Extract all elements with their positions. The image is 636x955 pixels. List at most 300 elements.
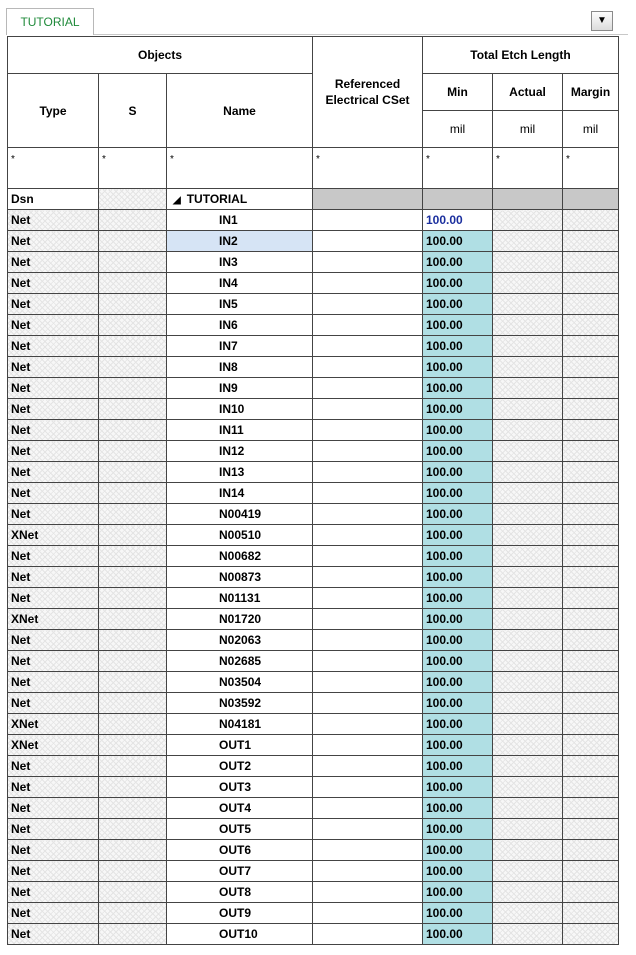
referenced-cell — [313, 189, 423, 210]
margin-cell — [563, 252, 619, 273]
name-header[interactable]: Name — [167, 74, 313, 148]
actual-unit: mil — [493, 111, 563, 148]
table-row[interactable] — [8, 315, 619, 336]
referenced-cell[interactable] — [313, 273, 423, 294]
margin-cell — [563, 420, 619, 441]
actual-cell — [493, 861, 563, 882]
chevron-down-icon[interactable]: ▼ — [591, 11, 613, 31]
name-cell[interactable]: OUT3 — [167, 777, 313, 798]
margin-cell — [563, 483, 619, 504]
s-cell — [99, 903, 167, 924]
name-cell[interactable]: IN13 — [167, 462, 313, 483]
name-cell[interactable]: OUT6 — [167, 840, 313, 861]
referenced-cell[interactable] — [313, 756, 423, 777]
type-cell: Net — [8, 336, 99, 357]
type-cell: Net — [8, 819, 99, 840]
min-cell[interactable]: 100.00 — [423, 441, 493, 462]
actual-cell — [493, 798, 563, 819]
s-cell — [99, 294, 167, 315]
margin-cell — [563, 651, 619, 672]
margin-filter[interactable]: * — [563, 148, 619, 189]
table-row[interactable] — [8, 588, 619, 609]
actual-cell — [493, 462, 563, 483]
type-cell: Net — [8, 273, 99, 294]
min-cell — [423, 189, 493, 210]
s-cell — [99, 735, 167, 756]
min-header[interactable]: Min — [423, 74, 493, 111]
min-cell[interactable]: 100.00 — [423, 483, 493, 504]
table-row[interactable] — [8, 294, 619, 315]
referenced-cell[interactable] — [313, 483, 423, 504]
margin-cell — [563, 294, 619, 315]
name-cell[interactable]: N00510 — [167, 525, 313, 546]
table-row[interactable] — [8, 777, 619, 798]
name-cell[interactable]: OUT2 — [167, 756, 313, 777]
tab-tutorial[interactable]: TUTORIAL — [6, 8, 94, 35]
name-cell[interactable]: IN14 — [167, 483, 313, 504]
min-cell[interactable]: 100.00 — [423, 210, 493, 231]
s-cell — [99, 609, 167, 630]
name-cell[interactable]: N03592 — [167, 693, 313, 714]
s-cell — [99, 504, 167, 525]
s-cell — [99, 567, 167, 588]
constraint-grid — [7, 36, 619, 945]
table-row[interactable] — [8, 441, 619, 462]
margin-cell — [563, 441, 619, 462]
table-row[interactable] — [8, 840, 619, 861]
referenced-cell[interactable] — [313, 882, 423, 903]
type-cell: Net — [8, 861, 99, 882]
referenced-cell[interactable] — [313, 777, 423, 798]
referenced-cell[interactable] — [313, 315, 423, 336]
actual-cell — [493, 441, 563, 462]
margin-cell — [563, 546, 619, 567]
table-row[interactable] — [8, 630, 619, 651]
margin-cell — [563, 231, 619, 252]
actual-header[interactable]: Actual — [493, 74, 563, 111]
table-row[interactable] — [8, 693, 619, 714]
table-row[interactable] — [8, 357, 619, 378]
name-cell[interactable]: IN4 — [167, 273, 313, 294]
s-header[interactable]: S — [99, 74, 167, 148]
min-cell[interactable]: 100.00 — [423, 882, 493, 903]
margin-cell — [563, 525, 619, 546]
margin-cell — [563, 798, 619, 819]
margin-cell — [563, 378, 619, 399]
type-cell: Net — [8, 483, 99, 504]
name-cell[interactable]: IN10 — [167, 399, 313, 420]
type-cell: Net — [8, 903, 99, 924]
table-row[interactable] — [8, 882, 619, 903]
name-cell[interactable]: N00419 — [167, 504, 313, 525]
type-cell: Net — [8, 924, 99, 945]
objects-header: Objects — [8, 37, 313, 74]
margin-cell — [563, 210, 619, 231]
referenced-cell[interactable] — [313, 231, 423, 252]
min-cell[interactable]: 100.00 — [423, 798, 493, 819]
s-cell — [99, 399, 167, 420]
actual-cell — [493, 273, 563, 294]
name-cell[interactable]: IN12 — [167, 441, 313, 462]
type-cell: Net — [8, 399, 99, 420]
min-cell[interactable]: 100.00 — [423, 546, 493, 567]
name-cell[interactable]: N00682 — [167, 546, 313, 567]
name-filter[interactable]: * — [167, 148, 313, 189]
actual-cell — [493, 336, 563, 357]
margin-cell — [563, 693, 619, 714]
actual-cell — [493, 420, 563, 441]
margin-unit: mil — [563, 111, 619, 148]
table-row[interactable] — [8, 525, 619, 546]
margin-cell — [563, 756, 619, 777]
s-cell — [99, 756, 167, 777]
name-cell[interactable]: OUT9 — [167, 903, 313, 924]
min-cell[interactable]: 100.00 — [423, 357, 493, 378]
min-cell[interactable]: 100.00 — [423, 231, 493, 252]
min-cell[interactable]: 100.00 — [423, 567, 493, 588]
actual-cell — [493, 609, 563, 630]
referenced-cell[interactable] — [313, 861, 423, 882]
type-cell: Net — [8, 756, 99, 777]
referenced-cell[interactable] — [313, 903, 423, 924]
type-cell: Net — [8, 462, 99, 483]
margin-cell — [563, 336, 619, 357]
min-cell[interactable]: 100.00 — [423, 819, 493, 840]
actual-cell — [493, 924, 563, 945]
actual-cell — [493, 756, 563, 777]
actual-filter[interactable]: * — [493, 148, 563, 189]
actual-cell — [493, 210, 563, 231]
referenced-cell[interactable] — [313, 672, 423, 693]
margin-cell — [563, 903, 619, 924]
actual-cell — [493, 693, 563, 714]
type-cell: Net — [8, 630, 99, 651]
name-cell[interactable]: N01131 — [167, 588, 313, 609]
name-cell[interactable]: OUT5 — [167, 819, 313, 840]
s-filter[interactable]: * — [99, 148, 167, 189]
name-cell[interactable] — [167, 189, 313, 210]
margin-cell — [563, 462, 619, 483]
referenced-cell[interactable] — [313, 525, 423, 546]
actual-cell — [493, 525, 563, 546]
tab-bar-divider — [94, 34, 628, 35]
s-cell — [99, 588, 167, 609]
referenced-cell[interactable] — [313, 840, 423, 861]
actual-cell — [493, 630, 563, 651]
margin-cell — [563, 504, 619, 525]
type-cell: Net — [8, 567, 99, 588]
s-cell — [99, 777, 167, 798]
s-cell — [99, 483, 167, 504]
name-cell[interactable]: IN7 — [167, 336, 313, 357]
actual-cell — [493, 231, 563, 252]
table-row[interactable] — [8, 546, 619, 567]
table-row[interactable] — [8, 273, 619, 294]
min-cell[interactable]: 100.00 — [423, 756, 493, 777]
s-cell — [99, 714, 167, 735]
min-cell[interactable]: 100.00 — [423, 735, 493, 756]
name-cell[interactable]: OUT1 — [167, 735, 313, 756]
type-cell: Net — [8, 357, 99, 378]
min-cell[interactable]: 100.00 — [423, 651, 493, 672]
referenced-cell[interactable] — [313, 336, 423, 357]
referenced-cell[interactable] — [313, 546, 423, 567]
name-cell[interactable]: N02063 — [167, 630, 313, 651]
referenced-filter[interactable]: * — [313, 148, 423, 189]
s-cell — [99, 252, 167, 273]
margin-cell — [563, 714, 619, 735]
table-row[interactable] — [8, 399, 619, 420]
table-row[interactable] — [8, 504, 619, 525]
s-cell — [99, 231, 167, 252]
min-cell[interactable]: 100.00 — [423, 903, 493, 924]
type-cell: Net — [8, 651, 99, 672]
type-cell: Net — [8, 252, 99, 273]
min-cell[interactable]: 100.00 — [423, 672, 493, 693]
actual-cell — [493, 546, 563, 567]
design-row[interactable] — [8, 189, 619, 210]
name-cell[interactable]: IN8 — [167, 357, 313, 378]
name-cell[interactable]: IN2 — [167, 231, 313, 252]
s-cell — [99, 336, 167, 357]
s-cell — [99, 924, 167, 945]
type-cell: Net — [8, 231, 99, 252]
actual-cell — [493, 357, 563, 378]
table-row[interactable] — [8, 903, 619, 924]
margin-cell — [563, 588, 619, 609]
type-cell: Net — [8, 777, 99, 798]
type-cell: Dsn — [8, 189, 99, 210]
actual-cell — [493, 252, 563, 273]
name-cell[interactable]: IN11 — [167, 420, 313, 441]
name-cell[interactable]: N03504 — [167, 672, 313, 693]
type-cell: XNet — [8, 735, 99, 756]
referenced-cell[interactable] — [313, 630, 423, 651]
table-row[interactable] — [8, 210, 619, 231]
referenced-cell[interactable] — [313, 609, 423, 630]
min-cell[interactable]: 100.00 — [423, 399, 493, 420]
min-cell[interactable]: 100.00 — [423, 714, 493, 735]
name-cell[interactable]: OUT10 — [167, 924, 313, 945]
table-row[interactable] — [8, 861, 619, 882]
margin-cell — [563, 315, 619, 336]
table-row[interactable] — [8, 924, 619, 945]
referenced-cell[interactable] — [313, 504, 423, 525]
table-row[interactable] — [8, 819, 619, 840]
name-cell[interactable]: IN5 — [167, 294, 313, 315]
referenced-cell[interactable] — [313, 798, 423, 819]
name-cell[interactable]: OUT8 — [167, 882, 313, 903]
name-cell[interactable]: N00873 — [167, 567, 313, 588]
name-cell[interactable]: N01720 — [167, 609, 313, 630]
margin-cell — [563, 819, 619, 840]
name-cell[interactable]: IN3 — [167, 252, 313, 273]
referenced-cell[interactable] — [313, 462, 423, 483]
min-cell[interactable]: 100.00 — [423, 840, 493, 861]
type-cell: Net — [8, 441, 99, 462]
margin-cell — [563, 273, 619, 294]
name-cell[interactable]: OUT4 — [167, 798, 313, 819]
s-cell — [99, 189, 167, 210]
s-cell — [99, 693, 167, 714]
min-cell[interactable]: 100.00 — [423, 336, 493, 357]
type-cell: Net — [8, 294, 99, 315]
type-cell: Net — [8, 210, 99, 231]
min-cell[interactable]: 100.00 — [423, 252, 493, 273]
margin-cell — [563, 399, 619, 420]
referenced-cell[interactable] — [313, 924, 423, 945]
referenced-cell[interactable] — [313, 693, 423, 714]
type-cell: Net — [8, 672, 99, 693]
min-cell[interactable]: 100.00 — [423, 294, 493, 315]
margin-cell — [563, 840, 619, 861]
min-cell[interactable]: 100.00 — [423, 588, 493, 609]
actual-cell — [493, 903, 563, 924]
s-cell — [99, 798, 167, 819]
type-cell: Net — [8, 504, 99, 525]
s-cell — [99, 672, 167, 693]
s-cell — [99, 819, 167, 840]
actual-cell — [493, 777, 563, 798]
type-filter[interactable]: * — [8, 148, 99, 189]
actual-cell — [493, 483, 563, 504]
min-cell[interactable]: 100.00 — [423, 462, 493, 483]
table-row[interactable] — [8, 609, 619, 630]
total-etch-length-header: Total Etch Length — [423, 37, 619, 74]
name-cell[interactable]: IN6 — [167, 315, 313, 336]
type-cell: Net — [8, 315, 99, 336]
margin-cell — [563, 735, 619, 756]
s-cell — [99, 861, 167, 882]
referenced-cell[interactable] — [313, 210, 423, 231]
min-cell[interactable]: 100.00 — [423, 777, 493, 798]
type-cell: XNet — [8, 609, 99, 630]
actual-cell — [493, 882, 563, 903]
s-cell — [99, 441, 167, 462]
type-cell: Net — [8, 882, 99, 903]
actual-cell — [493, 315, 563, 336]
type-header[interactable]: Type — [8, 74, 99, 148]
referenced-cell[interactable] — [313, 651, 423, 672]
referenced-cell[interactable] — [313, 819, 423, 840]
min-cell[interactable]: 100.00 — [423, 924, 493, 945]
s-cell — [99, 546, 167, 567]
type-cell: Net — [8, 546, 99, 567]
min-cell[interactable]: 100.00 — [423, 378, 493, 399]
type-cell: Net — [8, 693, 99, 714]
s-cell — [99, 420, 167, 441]
min-cell[interactable]: 100.00 — [423, 609, 493, 630]
table-row[interactable] — [8, 714, 619, 735]
referenced-cell[interactable] — [313, 567, 423, 588]
name-cell[interactable]: OUT7 — [167, 861, 313, 882]
table-row[interactable] — [8, 567, 619, 588]
table-row[interactable] — [8, 231, 619, 252]
min-cell[interactable]: 100.00 — [423, 273, 493, 294]
actual-cell — [493, 672, 563, 693]
table-row[interactable] — [8, 420, 619, 441]
name-cell[interactable]: N04181 — [167, 714, 313, 735]
referenced-cell[interactable] — [313, 588, 423, 609]
min-cell[interactable]: 100.00 — [423, 861, 493, 882]
margin-cell — [563, 357, 619, 378]
min-unit: mil — [423, 111, 493, 148]
name-cell[interactable]: IN1 — [167, 210, 313, 231]
referenced-cell[interactable] — [313, 420, 423, 441]
referenced-cell[interactable] — [313, 735, 423, 756]
actual-cell — [493, 735, 563, 756]
table-row[interactable] — [8, 378, 619, 399]
table-row[interactable] — [8, 672, 619, 693]
s-cell — [99, 630, 167, 651]
margin-header[interactable]: Margin — [563, 74, 619, 111]
min-cell[interactable]: 100.00 — [423, 525, 493, 546]
referenced-cell[interactable] — [313, 357, 423, 378]
design-name: TUTORIAL — [186, 192, 248, 206]
referenced-cell[interactable] — [313, 294, 423, 315]
min-cell[interactable]: 100.00 — [423, 504, 493, 525]
name-cell[interactable]: N02685 — [167, 651, 313, 672]
min-cell[interactable]: 100.00 — [423, 315, 493, 336]
table-row[interactable] — [8, 735, 619, 756]
margin-cell — [563, 882, 619, 903]
expand-icon[interactable]: ◢ — [173, 195, 181, 206]
actual-cell — [493, 378, 563, 399]
s-cell — [99, 210, 167, 231]
referenced-cell[interactable] — [313, 378, 423, 399]
s-cell — [99, 651, 167, 672]
type-cell: XNet — [8, 714, 99, 735]
s-cell — [99, 462, 167, 483]
table-row[interactable] — [8, 651, 619, 672]
table-row[interactable] — [8, 252, 619, 273]
table-row[interactable] — [8, 756, 619, 777]
actual-cell — [493, 567, 563, 588]
table-row[interactable] — [8, 798, 619, 819]
min-cell[interactable]: 100.00 — [423, 630, 493, 651]
margin-cell — [563, 924, 619, 945]
s-cell — [99, 525, 167, 546]
min-filter[interactable]: * — [423, 148, 493, 189]
referenced-cell[interactable] — [313, 714, 423, 735]
s-cell — [99, 273, 167, 294]
actual-cell — [493, 189, 563, 210]
actual-cell — [493, 819, 563, 840]
referenced-cell[interactable] — [313, 441, 423, 462]
s-cell — [99, 357, 167, 378]
actual-cell — [493, 399, 563, 420]
type-cell: Net — [8, 840, 99, 861]
referenced-cell[interactable] — [313, 252, 423, 273]
margin-cell — [563, 189, 619, 210]
actual-cell — [493, 840, 563, 861]
table-row[interactable] — [8, 462, 619, 483]
table-row[interactable] — [8, 336, 619, 357]
actual-cell — [493, 504, 563, 525]
table-row[interactable] — [8, 483, 619, 504]
name-cell[interactable]: IN9 — [167, 378, 313, 399]
actual-cell — [493, 714, 563, 735]
type-cell: XNet — [8, 525, 99, 546]
min-cell[interactable]: 100.00 — [423, 693, 493, 714]
s-cell — [99, 882, 167, 903]
margin-cell — [563, 609, 619, 630]
actual-cell — [493, 294, 563, 315]
min-cell[interactable]: 100.00 — [423, 420, 493, 441]
referenced-cell[interactable] — [313, 399, 423, 420]
s-cell — [99, 315, 167, 336]
type-cell: Net — [8, 420, 99, 441]
